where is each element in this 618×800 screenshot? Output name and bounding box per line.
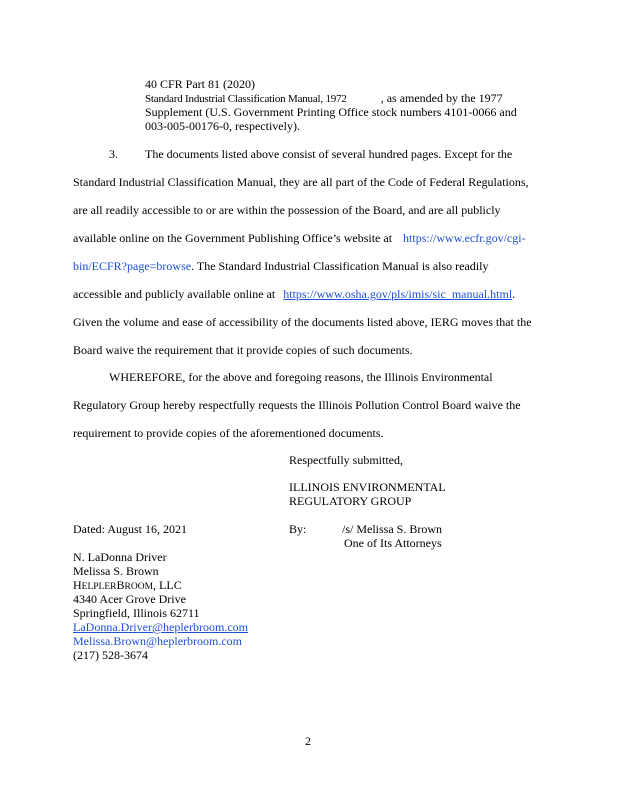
email-link-brown[interactable]: Melissa.Brown@heplerbroom.com [73, 634, 243, 648]
citation-cfr-part81: 40 CFR Part 81 (2020) [145, 77, 256, 91]
firm-name-room: ROOM [124, 582, 154, 592]
paragraph-3-line5 [73, 259, 488, 273]
signer-name: /s/ Melissa S. Brown [342, 522, 443, 536]
firm-name-h: H [73, 578, 82, 592]
paragraph-3-line8: Board waive the requirement that it provide copies of such documents. [73, 343, 413, 357]
ecfr-link-part1[interactable]: https://www.ecfr.gov/cgi- [403, 231, 526, 245]
dated: Dated: August 16, 2021 [73, 522, 187, 536]
firm-address-1: 4340 Acer Grove Drive [73, 592, 186, 606]
org-name-line2: REGULATORY GROUP [289, 494, 412, 508]
paragraph-3-line1: The documents listed above consist of several hundred pages. Except for the [145, 147, 513, 161]
signer-role: One of Its Attorneys [344, 536, 442, 550]
sic-manual-amend: , as amended by the 1977 [380, 91, 503, 105]
firm-name-b: B [116, 578, 125, 592]
paragraph-3-line4-text: available online on the Government Publishing Office’s website at [73, 231, 393, 245]
paragraph-3-line5-text: . The Standard Industrial Classification Manual is also readily [191, 259, 489, 273]
attorney-name-2: Melissa S. Brown [73, 564, 159, 578]
email-link-driver[interactable]: LaDonna.Driver@heplerbroom.com [73, 620, 248, 634]
firm-address-2: Springfield, Illinois 62711 [73, 606, 200, 620]
wherefore-line2: Regulatory Group hereby respectfully requests the Illinois Pollution Control Board waive the [73, 398, 521, 412]
closing: Respectfully submitted, [289, 453, 403, 467]
wherefore-line3: requirement to provide copies of the aforementioned documents. [73, 426, 384, 440]
paragraph-3-line4 [73, 231, 526, 245]
osha-sic-manual-link[interactable]: https://www.osha.gov/pls/imis/sic_manual.html [283, 287, 513, 301]
citation-sic-line2: Supplement (U.S. Government Printing Office stock numbers 4101-0066 and [145, 105, 517, 119]
citation-sic-manual [145, 91, 503, 106]
paragraph-3-line6-period: . [512, 287, 516, 301]
paragraph-3-line6 [73, 287, 515, 301]
paragraph-3-line7: Given the volume and ease of accessibility of the documents listed above, IERG moves that the [73, 315, 532, 329]
attorney-name-1: N. LaDonna Driver [73, 550, 167, 564]
phone-number: (217) 528-3674 [73, 648, 148, 662]
ecfr-link-part2[interactable]: bin/ECFR?page=browse [73, 259, 192, 273]
paragraph-3-line6-text: accessible and publicly available online at [73, 287, 276, 301]
page-number: 2 [305, 734, 311, 748]
citation-sic-line3: 003-005-00176-0, respectively). [145, 119, 300, 133]
paragraph-3-line3: are all readily accessible to or are within the possession of the Board, and are all publicly [73, 203, 501, 217]
wherefore-line1: WHEREFORE, for the above and foregoing reasons, the Illinois Environmental [109, 370, 493, 384]
by-label: By: [289, 522, 307, 536]
paragraph-number: 3. [109, 147, 118, 161]
firm-name-suffix: , LLC [153, 578, 182, 592]
org-name-line1: ILLINOIS ENVIRONMENTAL [289, 480, 446, 494]
sic-manual-title: Standard Industrial Classification Manual, 1972 [145, 93, 347, 105]
paragraph-3-line2: Standard Industrial Classification Manual, they are all part of the Code of Federal Regulations, [73, 175, 529, 189]
firm-name-elpler: ELPLER [81, 582, 117, 592]
